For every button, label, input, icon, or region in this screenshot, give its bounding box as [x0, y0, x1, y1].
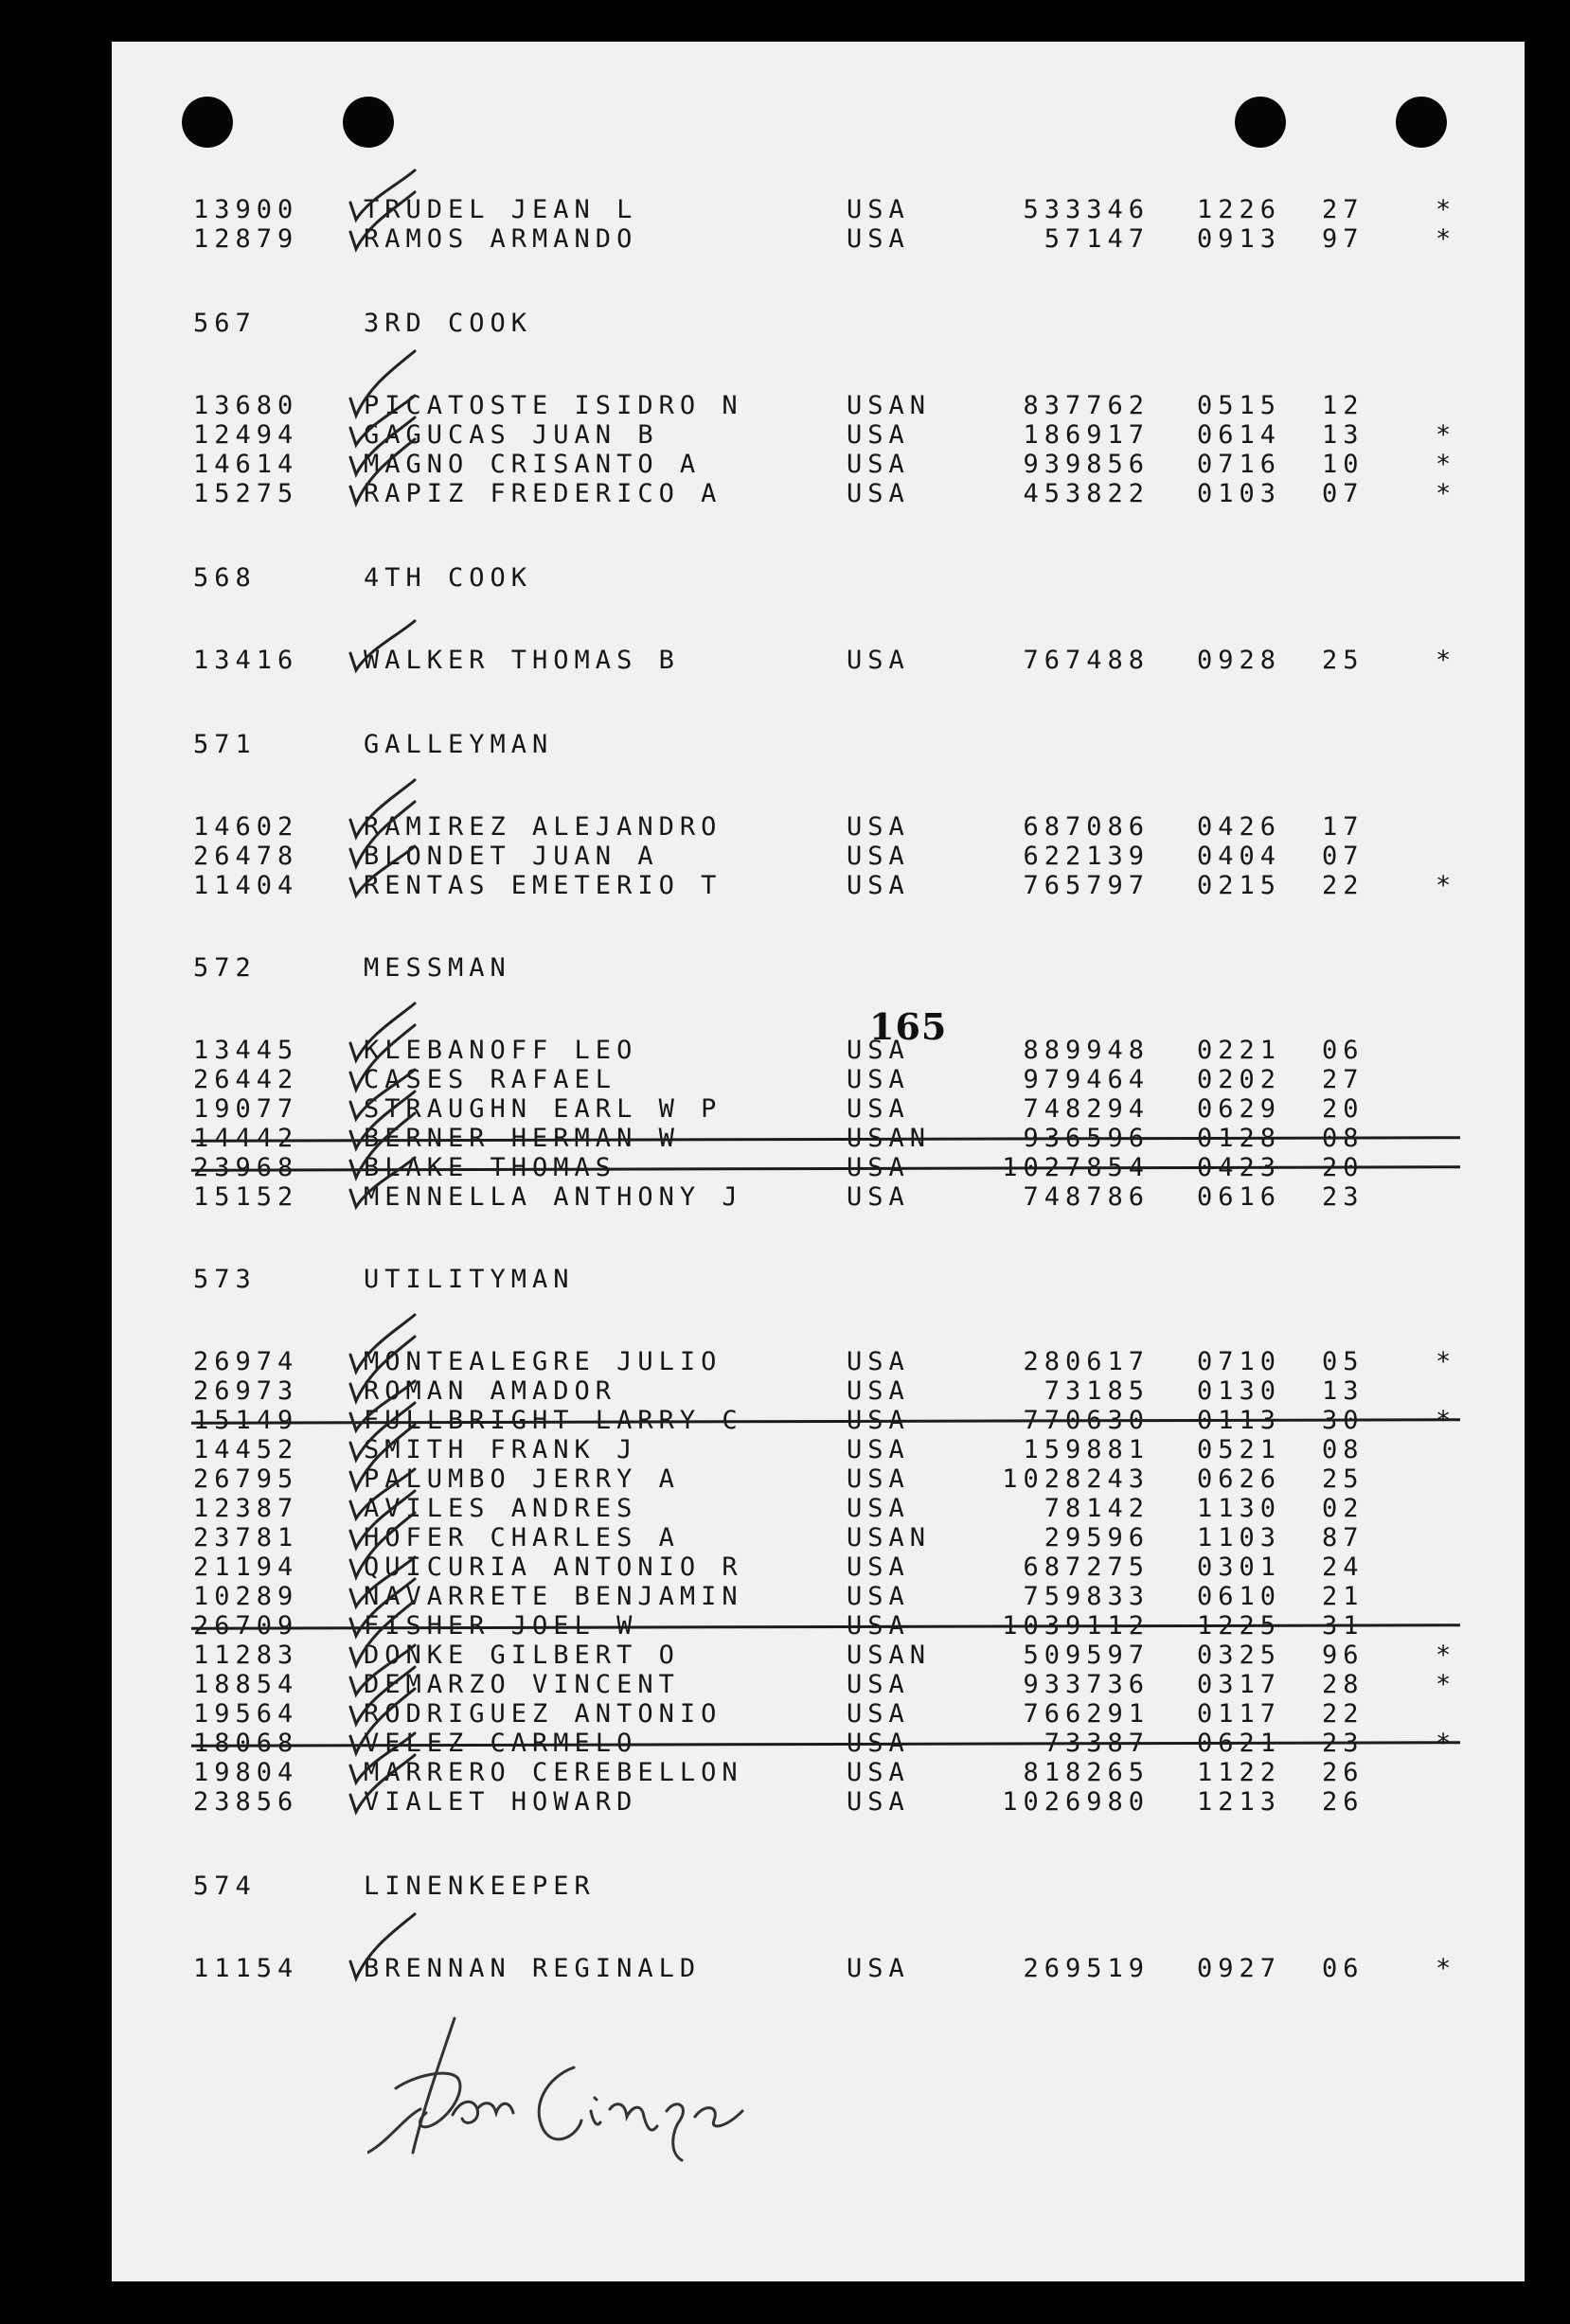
- value: 87: [1322, 1523, 1365, 1552]
- value: 21: [1322, 1582, 1365, 1611]
- date-code: 0913: [1197, 224, 1282, 254]
- document-number: 936596: [1023, 1124, 1150, 1153]
- table-row: [193, 224, 1519, 254]
- nationality: USA: [847, 1787, 910, 1817]
- table-row: [193, 1065, 1519, 1094]
- nationality: USAN: [847, 1124, 932, 1153]
- nationality: USA: [847, 450, 910, 479]
- crew-name: VELEZ CARMELO: [364, 1729, 638, 1758]
- nationality: USA: [847, 195, 910, 224]
- nationality: USA: [847, 1954, 910, 1983]
- page-number: 165: [869, 1005, 948, 1048]
- nationality: USA: [847, 842, 910, 871]
- date-code: 0614: [1197, 420, 1282, 450]
- table-row: [193, 1182, 1519, 1212]
- table-row: [193, 1153, 1519, 1182]
- crew-name: AVILES ANDRES: [364, 1494, 638, 1523]
- document-number: 939856: [1023, 450, 1150, 479]
- crew-name: BLAKE THOMAS: [364, 1153, 617, 1182]
- date-code: 0716: [1197, 450, 1282, 479]
- nationality: USA: [847, 420, 910, 450]
- value: 13: [1322, 420, 1365, 450]
- crew-id: 13680: [193, 391, 299, 420]
- signature-image: [367, 2011, 746, 2162]
- section-title: UTILITYMAN: [364, 1265, 575, 1294]
- table-row: [193, 479, 1519, 508]
- nationality: USA: [847, 479, 910, 508]
- nationality: USA: [847, 1435, 910, 1464]
- nationality: USA: [847, 1758, 910, 1787]
- document-number: 933736: [1023, 1670, 1150, 1699]
- crew-id: 12494: [193, 420, 299, 450]
- crew-id: 26795: [193, 1464, 299, 1494]
- document-number: 57147: [1044, 224, 1150, 254]
- document-number: 78142: [1044, 1494, 1150, 1523]
- date-code: 0928: [1197, 646, 1282, 675]
- value: 23: [1322, 1182, 1365, 1212]
- table-row: [193, 1954, 1519, 1983]
- asterisk-mark: *: [1436, 420, 1457, 450]
- section-code: 573: [193, 1265, 257, 1294]
- document-number: 509597: [1023, 1641, 1150, 1670]
- date-code: 1130: [1197, 1494, 1282, 1523]
- date-code: 0515: [1197, 391, 1282, 420]
- date-code: 1213: [1197, 1787, 1282, 1817]
- crew-name: BRENNAN REGINALD: [364, 1954, 702, 1983]
- crew-name: SMITH FRANK J: [364, 1435, 638, 1464]
- table-row: [193, 1036, 1519, 1065]
- value: 23: [1322, 1729, 1365, 1758]
- crew-name: WALKER THOMAS B: [364, 646, 680, 675]
- document-number: 280617: [1023, 1347, 1150, 1376]
- date-code: 0629: [1197, 1094, 1282, 1124]
- document-number: 186917: [1023, 420, 1150, 450]
- nationality: USA: [847, 224, 910, 254]
- date-code: 1103: [1197, 1523, 1282, 1552]
- table-row: [193, 1464, 1519, 1494]
- table-row: [193, 391, 1519, 420]
- crew-id: 11283: [193, 1641, 299, 1670]
- value: 26: [1322, 1758, 1365, 1787]
- crew-name: RAMOS ARMANDO: [364, 224, 638, 254]
- crew-name: PALUMBO JERRY A: [364, 1464, 680, 1494]
- document-number: 269519: [1023, 1954, 1150, 1983]
- crew-id: 10289: [193, 1582, 299, 1611]
- section-title: LINENKEEPER: [364, 1872, 596, 1901]
- crew-name: RAMIREZ ALEJANDRO: [364, 812, 723, 842]
- date-code: 0202: [1197, 1065, 1282, 1094]
- table-row: [193, 1729, 1519, 1758]
- value: 26: [1322, 1787, 1365, 1817]
- nationality: USA: [847, 646, 910, 675]
- crew-id: 12387: [193, 1494, 299, 1523]
- crew-id: 11404: [193, 871, 299, 900]
- date-code: 0521: [1197, 1435, 1282, 1464]
- document-number: 29596: [1044, 1523, 1150, 1552]
- section-header: [193, 1265, 1519, 1294]
- nationality: USAN: [847, 1523, 932, 1552]
- crew-id: 26973: [193, 1376, 299, 1406]
- value: 08: [1322, 1435, 1365, 1464]
- value: 31: [1322, 1611, 1365, 1641]
- value: 96: [1322, 1641, 1365, 1670]
- table-row: [193, 646, 1519, 675]
- table-row: [193, 1406, 1519, 1435]
- nationality: USA: [847, 1153, 910, 1182]
- value: 08: [1322, 1124, 1365, 1153]
- crew-name: FISHER JOEL W: [364, 1611, 638, 1641]
- section-title: 3RD COOK: [364, 309, 533, 338]
- value: 02: [1322, 1494, 1365, 1523]
- document-number: 1039112: [1002, 1611, 1150, 1641]
- date-code: 0621: [1197, 1729, 1282, 1758]
- value: 30: [1322, 1406, 1365, 1435]
- document-page: [112, 42, 1525, 2281]
- nationality: USA: [847, 1094, 910, 1124]
- asterisk-mark: *: [1436, 1670, 1457, 1699]
- crew-name: STRAUGHN EARL W P: [364, 1094, 723, 1124]
- crew-name: DONKE GILBERT O: [364, 1641, 680, 1670]
- table-row: [193, 420, 1519, 450]
- nationality: USA: [847, 1182, 910, 1212]
- asterisk-mark: *: [1436, 1954, 1457, 1983]
- section-header: [193, 563, 1519, 593]
- crew-id: 26709: [193, 1611, 299, 1641]
- crew-name: DEMARZO VINCENT: [364, 1670, 680, 1699]
- punch-hole: [182, 97, 233, 148]
- date-code: 0610: [1197, 1582, 1282, 1611]
- section-title: GALLEYMAN: [364, 730, 554, 759]
- crew-name: NAVARRETE BENJAMIN: [364, 1582, 743, 1611]
- nationality: USA: [847, 1347, 910, 1376]
- crew-id: 12879: [193, 224, 299, 254]
- document-number: 766291: [1023, 1699, 1150, 1729]
- document-number: 765797: [1023, 871, 1150, 900]
- nationality: USA: [847, 1552, 910, 1582]
- crew-id: 13416: [193, 646, 299, 675]
- value: 07: [1322, 479, 1365, 508]
- date-code: 0317: [1197, 1670, 1282, 1699]
- asterisk-mark: *: [1436, 450, 1457, 479]
- document-number: 748786: [1023, 1182, 1150, 1212]
- section-code: 568: [193, 563, 257, 593]
- value: 27: [1322, 1065, 1365, 1094]
- crew-id: 13445: [193, 1036, 299, 1065]
- value: 12: [1322, 391, 1365, 420]
- crew-id: 15152: [193, 1182, 299, 1212]
- table-row: [193, 1523, 1519, 1552]
- document-number: 759833: [1023, 1582, 1150, 1611]
- date-code: 0626: [1197, 1464, 1282, 1494]
- document-number: 770630: [1023, 1406, 1150, 1435]
- nationality: USA: [847, 1670, 910, 1699]
- table-row: [193, 1641, 1519, 1670]
- date-code: 0113: [1197, 1406, 1282, 1435]
- table-row: [193, 871, 1519, 900]
- asterisk-mark: *: [1436, 1347, 1457, 1376]
- crew-id: 13900: [193, 195, 299, 224]
- nationality: USA: [847, 1036, 910, 1065]
- section-code: 574: [193, 1872, 257, 1901]
- nationality: USA: [847, 812, 910, 842]
- nationality: USAN: [847, 1641, 932, 1670]
- crew-name: PICATOSTE ISIDRO N: [364, 391, 743, 420]
- date-code: 0710: [1197, 1347, 1282, 1376]
- crew-name: MAGNO CRISANTO A: [364, 450, 702, 479]
- table-row: [193, 842, 1519, 871]
- section-code: 567: [193, 309, 257, 338]
- table-row: [193, 1435, 1519, 1464]
- crew-name: GAGUCAS JUAN B: [364, 420, 659, 450]
- nationality: USA: [847, 1699, 910, 1729]
- table-row: [193, 1758, 1519, 1787]
- table-row: [193, 195, 1519, 224]
- nationality: USA: [847, 1611, 910, 1641]
- value: 27: [1322, 195, 1365, 224]
- document-number: 453822: [1023, 479, 1150, 508]
- document-number: 1026980: [1002, 1787, 1150, 1817]
- crew-name: ROMAN AMADOR: [364, 1376, 617, 1406]
- value: 05: [1322, 1347, 1365, 1376]
- value: 22: [1322, 871, 1365, 900]
- crew-id: 15275: [193, 479, 299, 508]
- crew-name: RENTAS EMETERIO T: [364, 871, 723, 900]
- section-code: 571: [193, 730, 257, 759]
- date-code: 0616: [1197, 1182, 1282, 1212]
- nationality: USA: [847, 1729, 910, 1758]
- table-row: [193, 1699, 1519, 1729]
- asterisk-mark: *: [1436, 1406, 1457, 1435]
- crew-id: 21194: [193, 1552, 299, 1582]
- value: 97: [1322, 224, 1365, 254]
- table-row: [193, 1494, 1519, 1523]
- table-row: [193, 1670, 1519, 1699]
- section-header: [193, 953, 1519, 983]
- crew-name: RAPIZ FREDERICO A: [364, 479, 723, 508]
- crew-id: 18854: [193, 1670, 299, 1699]
- crew-id: 14452: [193, 1435, 299, 1464]
- date-code: 0215: [1197, 871, 1282, 900]
- punch-hole: [343, 97, 394, 148]
- date-code: 1226: [1197, 195, 1282, 224]
- section-code: 572: [193, 953, 257, 983]
- crew-name: HOFER CHARLES A: [364, 1523, 680, 1552]
- value: 24: [1322, 1552, 1365, 1582]
- table-row: [193, 450, 1519, 479]
- value: 10: [1322, 450, 1365, 479]
- table-row: [193, 1094, 1519, 1124]
- crew-id: 26478: [193, 842, 299, 871]
- table-row: [193, 1552, 1519, 1582]
- nationality: USA: [847, 1376, 910, 1406]
- value: 07: [1322, 842, 1365, 871]
- nationality: USA: [847, 871, 910, 900]
- crew-id: 19804: [193, 1758, 299, 1787]
- date-code: 0103: [1197, 479, 1282, 508]
- crew-id: 14442: [193, 1124, 299, 1153]
- date-code: 0221: [1197, 1036, 1282, 1065]
- crew-id: 23856: [193, 1787, 299, 1817]
- nationality: USA: [847, 1464, 910, 1494]
- nationality: USA: [847, 1582, 910, 1611]
- crew-name: RODRIGUEZ ANTONIO: [364, 1699, 723, 1729]
- asterisk-mark: *: [1436, 1729, 1457, 1758]
- crew-id: 23968: [193, 1153, 299, 1182]
- document-number: 159881: [1023, 1435, 1150, 1464]
- value: 25: [1322, 646, 1365, 675]
- crew-id: 14602: [193, 812, 299, 842]
- date-code: 0130: [1197, 1376, 1282, 1406]
- table-row: [193, 1347, 1519, 1376]
- crew-id: 15149: [193, 1406, 299, 1435]
- crew-name: QUICURIA ANTONIO R: [364, 1552, 743, 1582]
- date-code: 1225: [1197, 1611, 1282, 1641]
- asterisk-mark: *: [1436, 195, 1457, 224]
- crew-id: 23781: [193, 1523, 299, 1552]
- document-number: 979464: [1023, 1065, 1150, 1094]
- crew-name: FULLBRIGHT LARRY C: [364, 1406, 743, 1435]
- crew-name: KLEBANOFF LEO: [364, 1036, 638, 1065]
- document-number: 748294: [1023, 1094, 1150, 1124]
- date-code: 0128: [1197, 1124, 1282, 1153]
- value: 06: [1322, 1954, 1365, 1983]
- table-row: [193, 1376, 1519, 1406]
- document-number: 767488: [1023, 646, 1150, 675]
- crew-name: MENNELLA ANTHONY J: [364, 1182, 743, 1212]
- nationality: USA: [847, 1406, 910, 1435]
- crew-list: [193, 195, 1519, 1983]
- date-code: 0325: [1197, 1641, 1282, 1670]
- crew-id: 19564: [193, 1699, 299, 1729]
- document-number: 73185: [1044, 1376, 1150, 1406]
- value: 25: [1322, 1464, 1365, 1494]
- nationality: USA: [847, 1065, 910, 1094]
- document-number: 818265: [1023, 1758, 1150, 1787]
- table-row: [193, 1124, 1519, 1153]
- date-code: 1122: [1197, 1758, 1282, 1787]
- document-number: 622139: [1023, 842, 1150, 871]
- crew-name: TRUDEL JEAN L: [364, 195, 638, 224]
- date-code: 0423: [1197, 1153, 1282, 1182]
- section-header: [193, 730, 1519, 759]
- document-number: 837762: [1023, 391, 1150, 420]
- nationality: USAN: [847, 391, 932, 420]
- punch-hole: [1396, 97, 1447, 148]
- value: 20: [1322, 1094, 1365, 1124]
- crew-id: 19077: [193, 1094, 299, 1124]
- value: 06: [1322, 1036, 1365, 1065]
- table-row: [193, 1611, 1519, 1641]
- asterisk-mark: *: [1436, 646, 1457, 675]
- asterisk-mark: *: [1436, 871, 1457, 900]
- punch-hole: [1235, 97, 1286, 148]
- value: 22: [1322, 1699, 1365, 1729]
- document-number: 533346: [1023, 195, 1150, 224]
- crew-name: BERNER HERMAN W: [364, 1124, 680, 1153]
- crew-name: VIALET HOWARD: [364, 1787, 638, 1817]
- document-number: 1027854: [1002, 1153, 1150, 1182]
- asterisk-mark: *: [1436, 224, 1457, 254]
- value: 28: [1322, 1670, 1365, 1699]
- table-row: [193, 812, 1519, 842]
- date-code: 0404: [1197, 842, 1282, 871]
- value: 20: [1322, 1153, 1365, 1182]
- document-number: 1028243: [1002, 1464, 1150, 1494]
- crew-name: CASES RAFAEL: [364, 1065, 617, 1094]
- section-title: MESSMAN: [364, 953, 511, 983]
- section-header: [193, 309, 1519, 338]
- nationality: USA: [847, 1494, 910, 1523]
- table-row: [193, 1582, 1519, 1611]
- crew-id: 26974: [193, 1347, 299, 1376]
- date-code: 0927: [1197, 1954, 1282, 1983]
- crew-id: 14614: [193, 450, 299, 479]
- date-code: 0117: [1197, 1699, 1282, 1729]
- crew-name: MONTEALEGRE JULIO: [364, 1347, 723, 1376]
- crew-id: 18068: [193, 1729, 299, 1758]
- asterisk-mark: *: [1436, 479, 1457, 508]
- crew-name: BLONDET JUAN A: [364, 842, 659, 871]
- document-number: 687275: [1023, 1552, 1150, 1582]
- document-number: 889948: [1023, 1036, 1150, 1065]
- value: 17: [1322, 812, 1365, 842]
- asterisk-mark: *: [1436, 1641, 1457, 1670]
- table-row: [193, 1787, 1519, 1817]
- date-code: 0426: [1197, 812, 1282, 842]
- crew-id: 26442: [193, 1065, 299, 1094]
- date-code: 0301: [1197, 1552, 1282, 1582]
- document-number: 73387: [1044, 1729, 1150, 1758]
- section-title: 4TH COOK: [364, 563, 533, 593]
- crew-name: MARRERO CEREBELLON: [364, 1758, 743, 1787]
- document-number: 687086: [1023, 812, 1150, 842]
- value: 13: [1322, 1376, 1365, 1406]
- section-header: [193, 1872, 1519, 1901]
- crew-id: 11154: [193, 1954, 299, 1983]
